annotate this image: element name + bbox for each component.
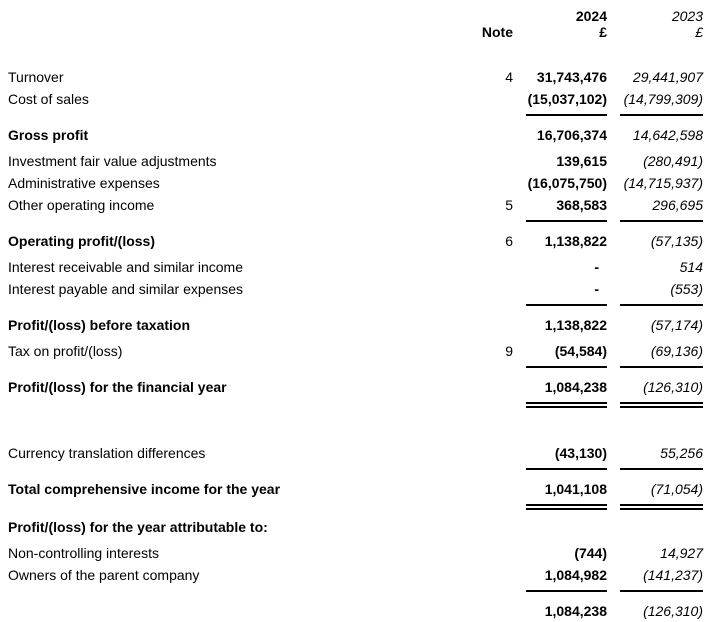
value-2023: (14,715,937) xyxy=(623,175,703,191)
value-2023: 514 xyxy=(679,259,703,275)
row-label: Cost of sales xyxy=(8,91,89,107)
row-label: Interest payable and similar expenses xyxy=(8,281,244,297)
row-label: Currency translation differences xyxy=(8,445,206,461)
column-header-currency-row xyxy=(8,24,703,40)
statement-row xyxy=(8,600,703,622)
total-rule xyxy=(8,114,703,116)
rule-line xyxy=(620,504,703,510)
total-rule xyxy=(8,468,703,470)
column-header-note: Note xyxy=(481,24,513,40)
rule-line xyxy=(526,504,607,510)
rule-line xyxy=(526,366,607,368)
row-label: Owners of the parent company xyxy=(8,567,200,583)
row-label: Profit/(loss) before taxation xyxy=(8,317,191,333)
statement-row xyxy=(8,442,703,464)
rule-line xyxy=(620,114,703,116)
total-rule xyxy=(8,590,703,592)
row-label: Tax on profit/(loss) xyxy=(8,343,123,359)
rule-line xyxy=(620,304,703,306)
rule-line xyxy=(526,402,607,408)
statement-row xyxy=(8,230,703,252)
row-label: Other operating income xyxy=(8,197,155,213)
note-value: 6 xyxy=(505,233,513,249)
row-label: Profit/(loss) for the year attributable to: xyxy=(8,519,268,535)
note-value: 4 xyxy=(505,69,513,85)
value-2023: (71,054) xyxy=(650,481,703,497)
row-label: Gross profit xyxy=(8,127,89,143)
statement-row xyxy=(8,564,703,586)
statement-row xyxy=(8,88,703,110)
value-2023: (126,310) xyxy=(643,603,703,619)
value-2024: 1,084,238 xyxy=(544,603,607,619)
value-2023: 14,642,598 xyxy=(632,127,703,143)
value-2023: (553) xyxy=(670,281,703,297)
total-rule xyxy=(8,304,703,306)
statement-row xyxy=(8,278,703,300)
statement-row xyxy=(8,340,703,362)
row-label: Turnover xyxy=(8,69,64,85)
section-spacer xyxy=(8,414,703,442)
row-label: Administrative expenses xyxy=(8,175,160,191)
column-header-2023: 2023 xyxy=(671,8,703,24)
value-2023: 55,256 xyxy=(660,445,703,461)
rule-line xyxy=(526,468,607,470)
value-2024: (43,130) xyxy=(554,445,607,461)
rule-line xyxy=(620,220,703,222)
row-label: Operating profit/(loss) xyxy=(8,233,155,249)
rule-line xyxy=(620,366,703,368)
rule-line xyxy=(526,220,607,222)
statement-row xyxy=(8,542,703,564)
statement-row xyxy=(8,172,703,194)
rule-line xyxy=(620,590,703,592)
value-2024: 368,583 xyxy=(556,197,607,213)
value-2023: (69,136) xyxy=(650,343,703,359)
statement-row xyxy=(8,314,703,336)
value-2024: - xyxy=(594,281,599,297)
value-2024: 1,138,822 xyxy=(544,233,607,249)
statement-row xyxy=(8,150,703,172)
currency-header-2023: £ xyxy=(695,24,703,40)
value-2024: 1,084,238 xyxy=(544,379,607,395)
value-2023: 14,927 xyxy=(660,545,703,561)
value-2024: (54,584) xyxy=(554,343,607,359)
grand-total-rule xyxy=(8,504,703,510)
value-2024: - xyxy=(594,259,599,275)
rule-line xyxy=(526,304,607,306)
rule-line xyxy=(526,590,607,592)
value-2024: (16,075,750) xyxy=(527,175,607,191)
grand-total-rule xyxy=(8,402,703,408)
rule-line xyxy=(620,468,703,470)
value-2023: 29,441,907 xyxy=(632,69,703,85)
total-rule xyxy=(8,220,703,222)
value-2024: (744) xyxy=(574,545,607,561)
column-header-2024: 2024 xyxy=(575,8,607,24)
statement-row xyxy=(8,376,703,398)
value-2024: 139,615 xyxy=(556,153,607,169)
statement-row xyxy=(8,124,703,146)
rule-line xyxy=(620,402,703,408)
value-2024: 1,041,108 xyxy=(544,481,607,497)
row-label: Non-controlling interests xyxy=(8,545,159,561)
value-2023: (280,491) xyxy=(643,153,703,169)
rule-line xyxy=(526,114,607,116)
statement-row xyxy=(8,194,703,216)
statement-row xyxy=(8,516,703,538)
value-2024: 1,084,982 xyxy=(544,567,607,583)
value-2024: 1,138,822 xyxy=(544,317,607,333)
value-2023: (57,174) xyxy=(650,317,703,333)
value-2024: 16,706,374 xyxy=(536,127,607,143)
statement-row xyxy=(8,66,703,88)
value-2023: (141,237) xyxy=(643,567,703,583)
value-2024: 31,743,476 xyxy=(536,69,607,85)
statement-body xyxy=(8,66,703,622)
statement-row xyxy=(8,478,703,500)
row-label: Total comprehensive income for the year xyxy=(8,481,281,497)
note-value: 5 xyxy=(505,197,513,213)
row-label: Interest receivable and similar income xyxy=(8,259,243,275)
row-label: Profit/(loss) for the financial year xyxy=(8,379,227,395)
note-value: 9 xyxy=(505,343,513,359)
statement-row xyxy=(8,256,703,278)
value-2023: (57,135) xyxy=(650,233,703,249)
currency-header-2024: £ xyxy=(599,24,607,40)
value-2024: (15,037,102) xyxy=(527,91,607,107)
value-2023: 296,695 xyxy=(652,197,703,213)
column-header-years-row xyxy=(8,8,703,24)
value-2023: (126,310) xyxy=(643,379,703,395)
row-label: Investment fair value adjustments xyxy=(8,153,217,169)
total-rule xyxy=(8,366,703,368)
value-2023: (14,799,309) xyxy=(623,91,703,107)
